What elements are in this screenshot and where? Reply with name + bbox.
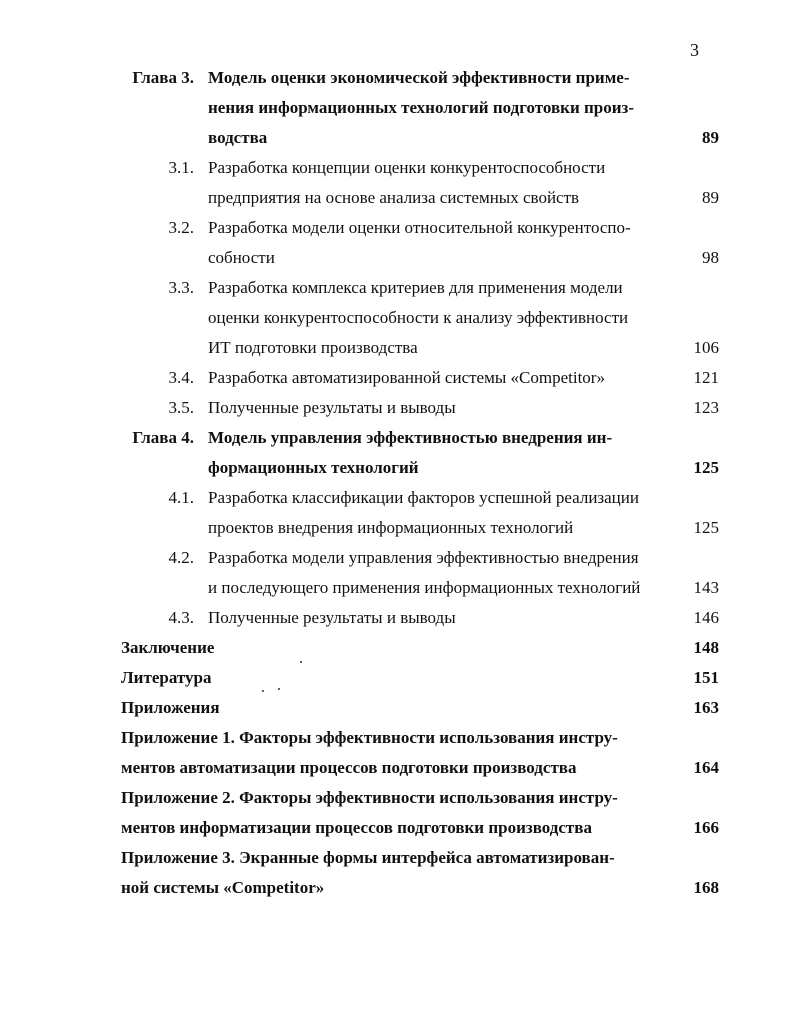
section-3-4-line1: Разработка автоматизированной системы «Competitor» [208, 368, 605, 387]
section-4-3-page: 146 [693, 608, 719, 627]
section-3-1-line2: предприятия на основе анализа системных свойств [208, 188, 580, 207]
section-3-1-number: 3.1. [168, 158, 194, 177]
chapter-4-title-line1: Модель управления эффективностью внедрения ин- [208, 428, 613, 447]
section-3-2-page: 98 [702, 248, 719, 267]
section-3-2-line1: Разработка модели оценки относительной конкурентоспо- [208, 218, 631, 237]
chapter-4-page: 125 [693, 458, 719, 477]
appendix-1-page: 164 [693, 758, 719, 777]
appendices-page: 163 [693, 698, 719, 717]
scan-speck [278, 688, 280, 690]
section-4-1-page: 125 [693, 518, 719, 537]
appendix-1-line1: Приложение 1. Факторы эффективности использования инстру- [121, 728, 618, 747]
section-3-3-line1: Разработка комплекса критериев для применения модели [208, 278, 623, 297]
chapter-3-title-line2: нения информационных технологий подготовки произ- [208, 98, 635, 117]
section-3-1-page: 89 [702, 188, 719, 207]
section-3-2-line2: собности [208, 248, 275, 267]
scan-speck [262, 690, 264, 692]
literature-title: Литература [121, 668, 212, 687]
chapter-3-page: 89 [702, 128, 719, 147]
section-3-5-page: 123 [693, 398, 719, 417]
section-4-3-line1: Полученные результаты и выводы [208, 608, 456, 627]
appendix-3-line1: Приложение 3. Экранные формы интерфейса автоматизирован- [121, 848, 615, 867]
section-3-5-line1: Полученные результаты и выводы [208, 398, 456, 417]
section-3-3-number: 3.3. [168, 278, 194, 297]
section-4-2-line1: Разработка модели управления эффективностью внедрения [208, 548, 639, 567]
section-3-2-number: 3.2. [168, 218, 194, 237]
chapter-4-prefix: Глава 4. [132, 428, 194, 447]
section-4-2-line2: и последующего применения информационных технологий [208, 578, 641, 597]
section-4-1-line1: Разработка классификации факторов успешной реализации [208, 488, 639, 507]
appendix-2-page: 166 [693, 818, 719, 837]
appendix-1-line2: ментов автоматизации процессов подготовки производства [121, 758, 577, 777]
appendix-3-line2: ной системы «Competitor» [121, 878, 325, 897]
conclusion-page: 148 [693, 638, 719, 657]
appendices-title: Приложения [121, 698, 220, 717]
section-4-2-page: 143 [693, 578, 719, 597]
chapter-4-title-line2: формационных технологий [208, 458, 419, 477]
literature-page: 151 [693, 668, 719, 687]
appendix-2-line2: ментов информатизации процессов подготовки производства [121, 818, 592, 837]
conclusion-title: Заключение [121, 638, 215, 657]
chapter-3-title-line1: Модель оценки экономической эффективности приме- [208, 68, 630, 87]
section-4-1-line2: проектов внедрения информационных технологий [208, 518, 574, 537]
section-3-4-page: 121 [693, 368, 719, 387]
scan-speck [300, 661, 302, 663]
section-3-1-line1: Разработка концепции оценки конкурентоспособности [208, 158, 606, 177]
page-number: 3 [690, 40, 699, 60]
section-4-2-number: 4.2. [168, 548, 194, 567]
section-4-1-number: 4.1. [168, 488, 194, 507]
section-3-4-number: 3.4. [168, 368, 194, 387]
section-3-3-line2: оценки конкурентоспособности к анализу эффективности [208, 308, 629, 327]
appendix-2-line1: Приложение 2. Факторы эффективности использования инстру- [121, 788, 618, 807]
section-4-3-number: 4.3. [168, 608, 194, 627]
section-3-3-line3: ИТ подготовки производства [208, 338, 418, 357]
appendix-3-page: 168 [693, 878, 719, 897]
section-3-5-number: 3.5. [168, 398, 194, 417]
section-3-3-page: 106 [693, 338, 719, 357]
chapter-3-title-line3: водства [208, 128, 268, 147]
chapter-3-prefix: Глава 3. [132, 68, 194, 87]
